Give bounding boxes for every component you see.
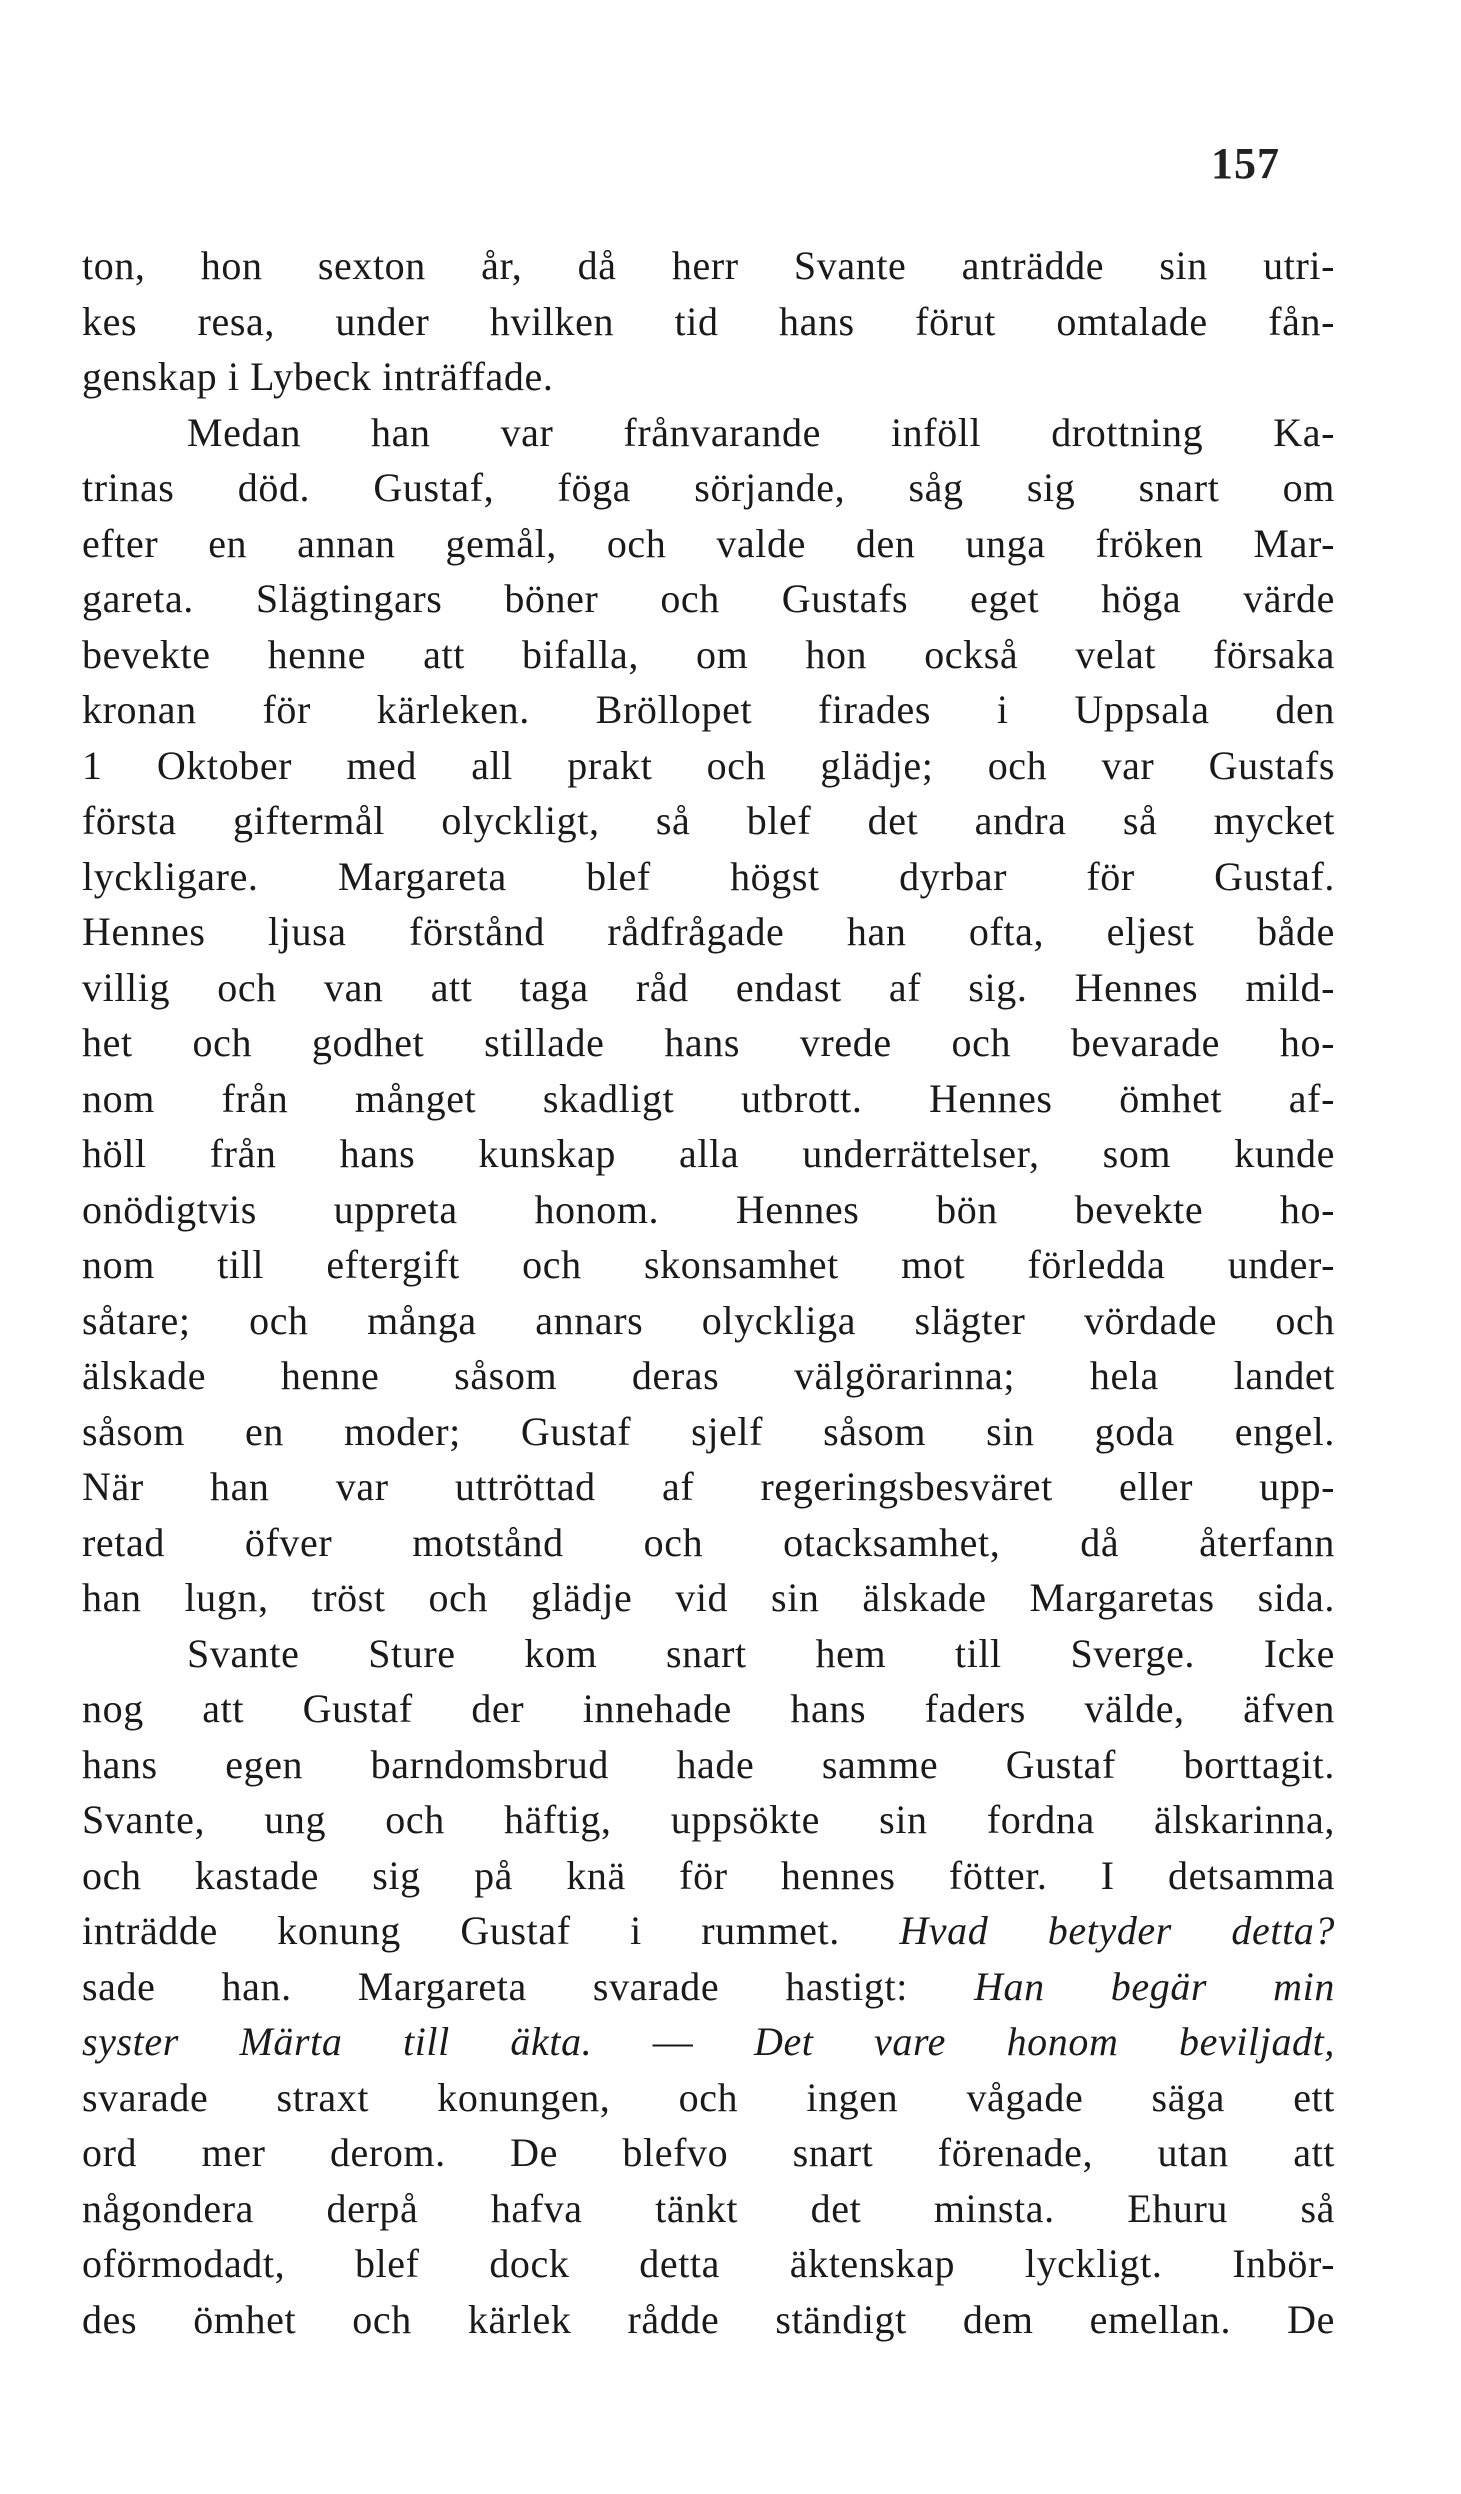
text-line (82, 1293, 1335, 1349)
text-run: 1 Oktober med all prakt och glädje; och var Gustafs (82, 742, 1335, 788)
text-line (82, 2125, 1335, 2181)
body-text (82, 238, 1335, 2347)
italic-text-run: Han begär min (974, 1963, 1335, 2009)
text-line (82, 1570, 1335, 1626)
text-line (82, 2014, 1335, 2070)
italic-text-run: syster Märta till äkta. (82, 2019, 593, 2064)
text-line (82, 1515, 1335, 1571)
text-run: bevekte henne att bifalla, om hon också velat försaka (82, 631, 1335, 677)
text-run: het och godhet stillade hans vrede och bevarade ho- (82, 1020, 1335, 1065)
text-line (82, 1959, 1335, 2015)
text-line (82, 738, 1335, 794)
text-run: Medan han var frånvarande inföll drottning Ka- (187, 409, 1335, 455)
text-run: nog att Gustaf der innehade hans faders välde, äfven (82, 1686, 1335, 1731)
text-run: När han var uttröttad af regeringsbesväret eller upp- (82, 1464, 1335, 1509)
text-line (82, 1681, 1335, 1737)
text-run: retad öfver motstånd och otacksamhet, då återfann (82, 1519, 1335, 1565)
text-run: efter en annan gemål, och valde den unga fröken Mar- (82, 520, 1335, 566)
text-run: och kastade sig på knä för hennes fötter. I detsamma (82, 1852, 1335, 1898)
text-run: sade han. Margareta svarade hastigt: (82, 1963, 974, 2009)
text-run: kronan för kärleken. Bröllopet firades i Uppsala den (82, 687, 1335, 732)
text-line (82, 1237, 1335, 1293)
text-run: nom till eftergift och skonsamhet mot förledda under- (82, 1242, 1335, 1287)
page-number: 157 (1211, 139, 1280, 188)
text-run: genskap i Lybeck inträffade. (82, 354, 554, 399)
italic-text-run: Det vare honom beviljadt, (753, 2019, 1335, 2064)
text-run: såsom en moder; Gustaf sjelf såsom sin goda engel. (82, 1408, 1335, 1454)
text-run: inträdde konung Gustaf i rummet. (82, 1908, 900, 1953)
text-run: oförmodadt, blef dock detta äktenskap lyckligt. Inbör- (82, 2241, 1335, 2286)
text-run: onödigtvis uppreta honom. Hennes bön bevekte ho- (82, 1186, 1335, 1232)
text-line (82, 1626, 1335, 1682)
text-run: ton, hon sexton år, då herr Svante anträdde sin utri- (82, 243, 1335, 288)
text-run: hans egen barndomsbrud hade samme Gustaf borttagit. (82, 1741, 1335, 1787)
text-line (82, 682, 1335, 738)
text-line (82, 1126, 1335, 1182)
text-run: nom från månget skadligt utbrott. Hennes ömhet af- (82, 1075, 1335, 1121)
text-line (82, 1348, 1335, 1404)
italic-text-run: Hvad betyder detta? (899, 1908, 1335, 1953)
text-run: — (592, 2019, 754, 2064)
text-run: Svante Sture kom snart hem till Sverge. Icke (187, 1630, 1335, 1676)
text-run: Svante, ung och häftig, uppsökte sin fordna älskarinna, (82, 1797, 1335, 1842)
text-run: villig och van att taga råd endast af sig. Hennes mild- (82, 964, 1335, 1010)
text-run: han lugn, tröst och glädje vid sin älskade Margaretas sida. (82, 1575, 1335, 1620)
text-run: ord mer derom. De blefvo snart förenade, utan att (82, 2130, 1335, 2175)
text-line (82, 405, 1335, 461)
text-line (82, 1404, 1335, 1460)
text-line (82, 1737, 1335, 1793)
text-line (82, 627, 1335, 683)
text-run: Hennes ljusa förstånd rådfrågade han ofta, eljest både (82, 909, 1335, 954)
text-run: des ömhet och kärlek rådde ständigt dem emellan. De (82, 2296, 1335, 2342)
text-run: gareta. Slägtingars böner och Gustafs eget höga värde (82, 576, 1335, 621)
text-line (82, 2070, 1335, 2126)
text-line (82, 349, 1335, 405)
text-line (82, 516, 1335, 572)
text-line (82, 1848, 1335, 1904)
text-line (82, 960, 1335, 1016)
text-run: såtare; och många annars olyckliga slägter vördade och (82, 1297, 1335, 1343)
text-run: trinas död. Gustaf, föga sörjande, såg sig snart om (82, 465, 1335, 510)
text-line (82, 904, 1335, 960)
text-run: lyckligare. Margareta blef högst dyrbar för Gustaf. (82, 853, 1335, 899)
text-line (82, 1182, 1335, 1238)
text-line (82, 1015, 1335, 1071)
text-run: kes resa, under hvilken tid hans förut omtalade fån- (82, 298, 1335, 344)
text-line (82, 2292, 1335, 2348)
text-line (82, 1792, 1335, 1848)
text-line (82, 460, 1335, 516)
text-run: svarade straxt konungen, och ingen vågade säga ett (82, 2074, 1335, 2120)
text-line (82, 1459, 1335, 1515)
text-run: någondera derpå hafva tänkt det minsta. Ehuru så (82, 2185, 1335, 2231)
text-line (82, 793, 1335, 849)
text-line (82, 1903, 1335, 1959)
text-line (82, 849, 1335, 905)
text-line (82, 294, 1335, 350)
text-run: höll från hans kunskap alla underrättelser, som kunde (82, 1131, 1335, 1176)
text-line (82, 2236, 1335, 2292)
text-line (82, 1071, 1335, 1127)
text-run: älskade henne såsom deras välgörarinna; hela landet (82, 1353, 1335, 1398)
text-run: första giftermål olyckligt, så blef det andra så mycket (82, 798, 1335, 843)
text-line (82, 2181, 1335, 2237)
text-line (82, 238, 1335, 294)
text-line (82, 571, 1335, 627)
